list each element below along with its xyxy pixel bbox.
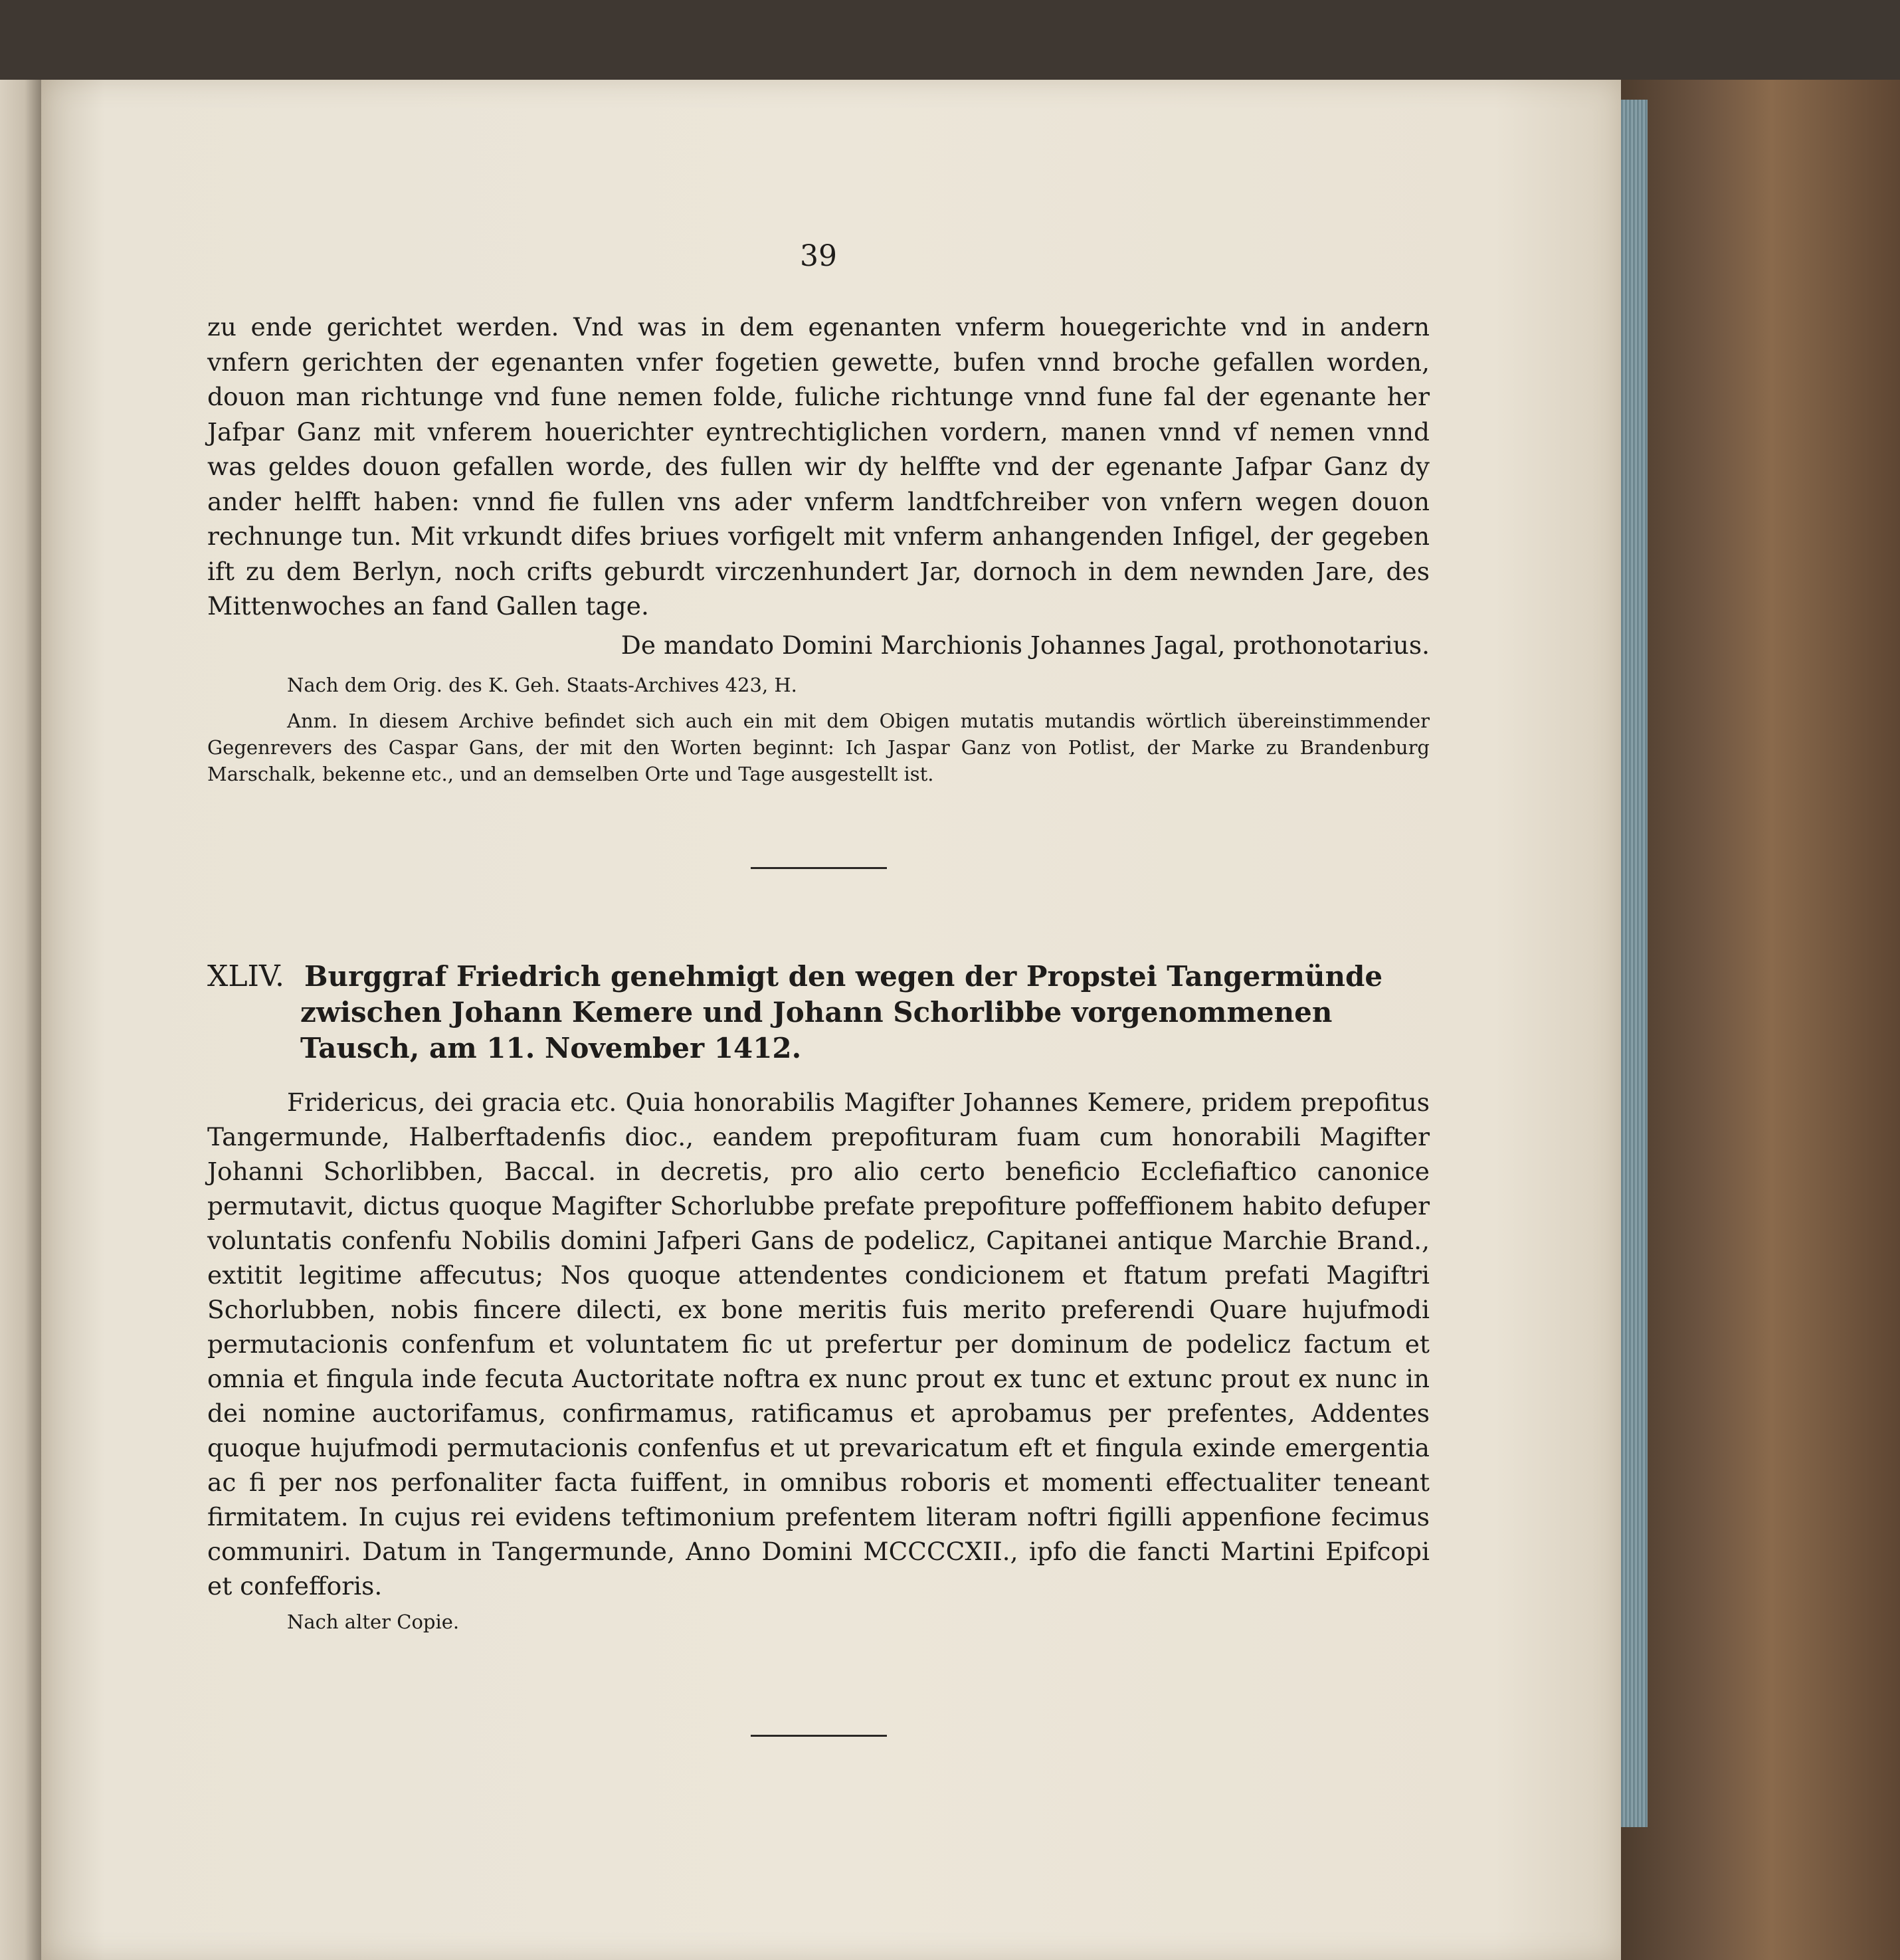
charter-paragraph: zu ende gerichtet werden. Vnd was in dem egenanten vnferm houegerichte vnd in andern vnfern gerichten der egenanten vnfer fogetien gewette, bufen vnnd broche gefallen worden, douon man richtunge vnd fune nemen folde, fuliche richtunge vnnd fune fal der egenante her Jafpar Ganz mit vnferem houerichter eyntrechtiglichen vordern, manen vnnd vf nemen vnnd was geldes douon gefallen worde, des fullen wir dy helffte vnd der egenante Jafpar Ganz dy ander helfft haben: vnnd fie fullen vns ader vnferm landtfchreiber von vnfern wegen douon rechnunge tun. Mit vrkundt difes briues vorfigelt mit vnferm anhangenden Infigel, der gegeben ift zu dem Berlyn, noch crifts geburdt virczenhundert Jar, dornoch in dem newnden Jare, des Mittenwoches an fand Gallen tage. <box>207 312 1430 621</box>
document-title: Burggraf Friedrich genehmigt den wegen der Propstei Tangermünde zwischen Johann Kemere und Johann Schorlibbe vorgenommenen Tausch, am 11. November 1412. <box>300 959 1383 1064</box>
source-note-copy: Nach alter Copie. <box>287 1610 460 1633</box>
section-divider <box>751 867 887 869</box>
charter-signoff: De mandato Domini Marchionis Johannes Jagal, prothonotarius. <box>620 630 1430 660</box>
source-note: Nach dem Orig. des K. Geh. Staats-Archives 423, H. <box>287 673 797 696</box>
page-number: 39 <box>800 239 837 273</box>
document-body: Fridericus, dei gracia etc. Quia honorabilis Magifter Johannes Kemere, pridem prepofitus Tangermunde, Halberftadenfis dioc., eandem prepofituram fuam cum honorabili Magifter Johanni Schorlibben, Baccal. in decretis, pro alio certo beneficio Ecclefiaftico canonice permutavit, dictus quoque Magifter Schorlubbe prefate prepofiture poffeffionem habito defuper voluntatis confenfu Nobilis domini Jafperi Gans de podelicz, Capitanei antique Marchie Brand., extitit legitime affecutus; Nos quoque attendentes condicionem et ftatum prefati Magiftri Schorlubben, nobis fincere dilecti, ex bone meritis fuis merito preferendi Quare hujufmodi permutacionis confenfum et voluntatem fic ut prefertur per dominum de podelicz factum et omnia et fingula inde fecuta Auctoritate noftra ex nunc prout ex tunc et extunc prout ex nunc in dei nomine auctorifamus, confirmamus, ratificamus et aprobamus per prefentes, Addentes quoque hujufmodi permutacionis confenfus et ut prevaricatum eft et fingula exinde emergentia ac fi per nos perfonaliter facta fuiffent, in omnibus roboris et momenti effectualiter teneant firmitatem. In cujus rei evidens teftimonium prefentem literam noftri figilli appenfione fecimus communiri. Datum in Tangermunde, Anno Domini MCCCCXII., ipfo die fancti Martini Epifcopi et confefforis. <box>207 1087 1430 1601</box>
scan-background <box>0 0 1900 86</box>
document-number: XLIV. <box>207 959 284 993</box>
document-heading <box>207 959 1430 1066</box>
annotation-note: Anm. In diesem Archive befindet sich auch ein mit dem Obigen mutatis mutandis wörtlich übereinstimmender Gegenrevers des Caspar Gans, der mit den Worten beginnt: Ich Jaspar Ganz von Potlist, der Marke zu Brandenburg Marschalk, bekenne etc., und an demselben Orte und Tage ausgestellt ist. <box>207 709 1430 785</box>
page-content <box>207 239 1430 1737</box>
facing-page-edge <box>0 80 41 1960</box>
section-divider-end <box>751 1735 887 1737</box>
book-page <box>41 80 1621 1960</box>
book-cover-board <box>1614 80 1900 1960</box>
